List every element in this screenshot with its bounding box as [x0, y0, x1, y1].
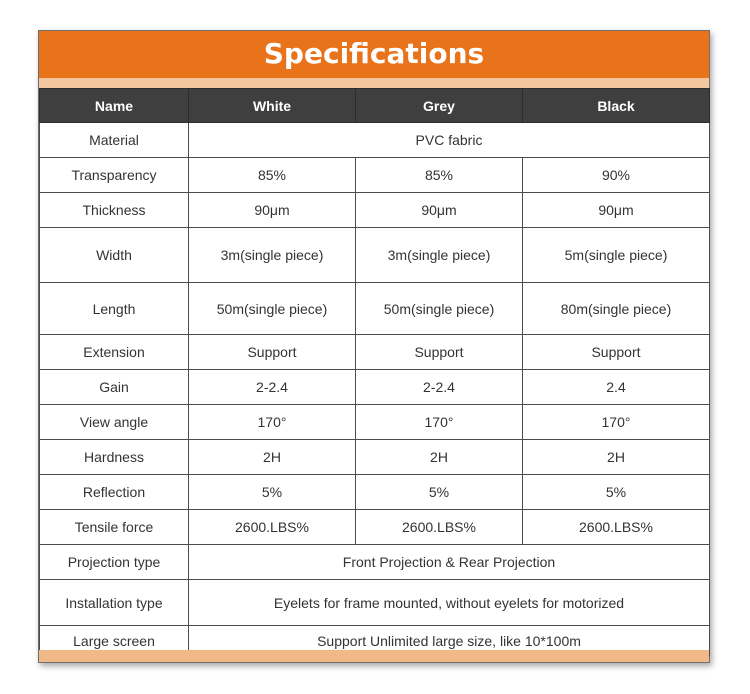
- white-value: 3m(single piece): [189, 228, 356, 283]
- row-label: View angle: [40, 405, 189, 440]
- white-value: 2600.LBS%: [189, 510, 356, 545]
- row-label: Hardness: [40, 440, 189, 475]
- column-header-name: Name: [40, 89, 189, 123]
- black-value: 2H: [523, 440, 710, 475]
- black-value: 90μm: [523, 193, 710, 228]
- spec-sheet: [38, 30, 710, 663]
- white-value: 170°: [189, 405, 356, 440]
- black-value: 5%: [523, 475, 710, 510]
- table-row: [40, 123, 710, 158]
- title-accent-strip: [39, 78, 709, 88]
- row-label: Length: [40, 283, 189, 335]
- grey-value: 2600.LBS%: [356, 510, 523, 545]
- black-value: 90%: [523, 158, 710, 193]
- grey-value: Support: [356, 335, 523, 370]
- table-row: [40, 158, 710, 193]
- merged-value: Eyelets for frame mounted, without eyelets for motorized: [189, 580, 710, 626]
- row-label: Gain: [40, 370, 189, 405]
- row-label: Installation type: [40, 580, 189, 626]
- grey-value: 85%: [356, 158, 523, 193]
- grey-value: 50m(single piece): [356, 283, 523, 335]
- grey-value: 5%: [356, 475, 523, 510]
- black-value: 2.4: [523, 370, 710, 405]
- table-row: [40, 193, 710, 228]
- table-row: [40, 283, 710, 335]
- row-label: Reflection: [40, 475, 189, 510]
- merged-value: Front Projection & Rear Projection: [189, 545, 710, 580]
- row-label: Thickness: [40, 193, 189, 228]
- grey-value: 3m(single piece): [356, 228, 523, 283]
- merged-value: PVC fabric: [189, 123, 710, 158]
- black-value: 2600.LBS%: [523, 510, 710, 545]
- table-row: [40, 335, 710, 370]
- black-value: 80m(single piece): [523, 283, 710, 335]
- header-row: [40, 89, 710, 123]
- grey-value: 2H: [356, 440, 523, 475]
- table-row: [40, 475, 710, 510]
- white-value: 85%: [189, 158, 356, 193]
- white-value: 50m(single piece): [189, 283, 356, 335]
- row-label: Transparency: [40, 158, 189, 193]
- white-value: Support: [189, 335, 356, 370]
- table-row: [40, 228, 710, 283]
- black-value: 5m(single piece): [523, 228, 710, 283]
- table-row: [40, 510, 710, 545]
- table-row: [40, 545, 710, 580]
- column-header-black: Black: [523, 89, 710, 123]
- table-row: [40, 405, 710, 440]
- white-value: 90μm: [189, 193, 356, 228]
- bottom-accent-strip: [39, 650, 709, 662]
- spec-table: [39, 88, 710, 656]
- white-value: 2-2.4: [189, 370, 356, 405]
- column-header-grey: Grey: [356, 89, 523, 123]
- row-label: Extension: [40, 335, 189, 370]
- page-title: Specifications: [39, 31, 709, 78]
- white-value: 5%: [189, 475, 356, 510]
- black-value: 170°: [523, 405, 710, 440]
- row-label: Width: [40, 228, 189, 283]
- column-header-white: White: [189, 89, 356, 123]
- row-label: Large screen: [40, 626, 189, 656]
- black-value: Support: [523, 335, 710, 370]
- table-row: [40, 440, 710, 475]
- grey-value: 90μm: [356, 193, 523, 228]
- table-row: [40, 580, 710, 626]
- row-label: Tensile force: [40, 510, 189, 545]
- merged-value: Support Unlimited large size, like 10*100m: [189, 626, 710, 656]
- row-label: Projection type: [40, 545, 189, 580]
- table-row: [40, 370, 710, 405]
- white-value: 2H: [189, 440, 356, 475]
- grey-value: 170°: [356, 405, 523, 440]
- row-label: Material: [40, 123, 189, 158]
- grey-value: 2-2.4: [356, 370, 523, 405]
